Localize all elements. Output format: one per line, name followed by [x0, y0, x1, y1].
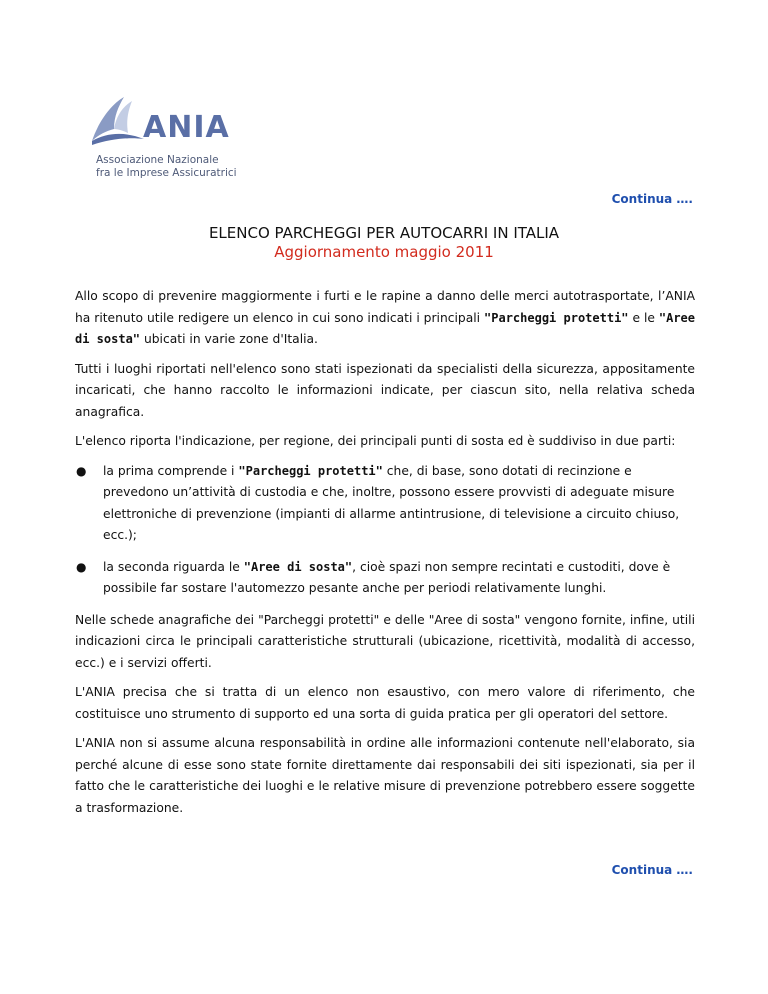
list-item: ● la seconda riguarda le "Aree di sosta", cioè spazi non sempre recintati e custoditi, dove è possibile far sostare l'automezzo pesante anche per periodi relativamente lunghi.	[75, 557, 695, 600]
parts-list	[75, 461, 695, 600]
document-body	[75, 286, 695, 827]
ania-logo-line2: fra le Imprese Assicuratrici	[96, 167, 237, 179]
paragraph-inspections: Tutti i luoghi riportati nell'elenco sono stati ispezionati da specialisti della sicurezza, appositamente incaricati, che hanno raccolto le informazioni indicate, per ciascun sito, nella relativa scheda anagrafica.	[75, 361, 695, 419]
ania-logo-name: ANIA	[143, 110, 230, 145]
continua-link-bottom[interactable]: Continua ….	[611, 863, 693, 877]
ania-logo-line1: Associazione Nazionale	[96, 154, 219, 166]
paragraph-disclaimer: L'ANIA precisa che si tratta di un elenco non esaustivo, con mero valore di riferimento, che costituisce uno strumento di supporto ed una sorta di guida pratica per gli operatori del settore.	[75, 685, 695, 721]
document-title: ELENCO PARCHEGGI PER AUTOCARRI IN ITALIA	[208, 224, 560, 242]
paragraph-liability: L'ANIA non si assume alcuna responsabilità in ordine alle informazioni contenute nell'elaborato, sia perché alcune di esse sono state fornite direttamente dai responsabili dei siti ispezionati, sia per il fatto che le caratteristiche dei luoghi e le relative misure di prevenzione potrebbero essere soggette a trasformazione.	[75, 736, 695, 815]
paragraph-structure: L'elenco riporta l'indicazione, per regione, dei principali punti di sosta ed è suddiviso in due parti:	[75, 434, 676, 448]
list-item: ● la prima comprende i "Parcheggi protetti" che, di base, sono dotati di recinzione e prevedono un’attività di custodia e che, inoltre, possono essere provvisti di adeguate misure elettroniche di prevenzione (impianti di allarme antintrusione, di televisione a circuito chiuso, ecc.);	[75, 461, 695, 547]
continua-link-top[interactable]: Continua ….	[611, 192, 693, 206]
bullet-icon: ●	[76, 463, 87, 478]
bullet-icon: ●	[76, 559, 87, 574]
paragraph-intro: Allo scopo di prevenire maggiormente i furti e le rapine a danno delle merci autotrasportate, l’ANIA ha ritenuto utile redigere un elenco in cui sono indicati i principali "Parcheggi protetti" e le "Aree di sosta" ubicati in varie zone d'Italia.	[75, 289, 695, 346]
ania-logo	[88, 93, 238, 179]
paragraph-details: Nelle schede anagrafiche dei "Parcheggi protetti" e delle "Aree di sosta" vengono fornite, infine, utili indicazioni circa le principali caratteristiche strutturali (ubicazione, ricettività, modalità di accesso, ecc.) e i servizi offerti.	[75, 612, 695, 670]
ania-ribbon-icon	[88, 93, 148, 148]
document-subtitle: Aggiornamento maggio 2011	[274, 243, 494, 261]
